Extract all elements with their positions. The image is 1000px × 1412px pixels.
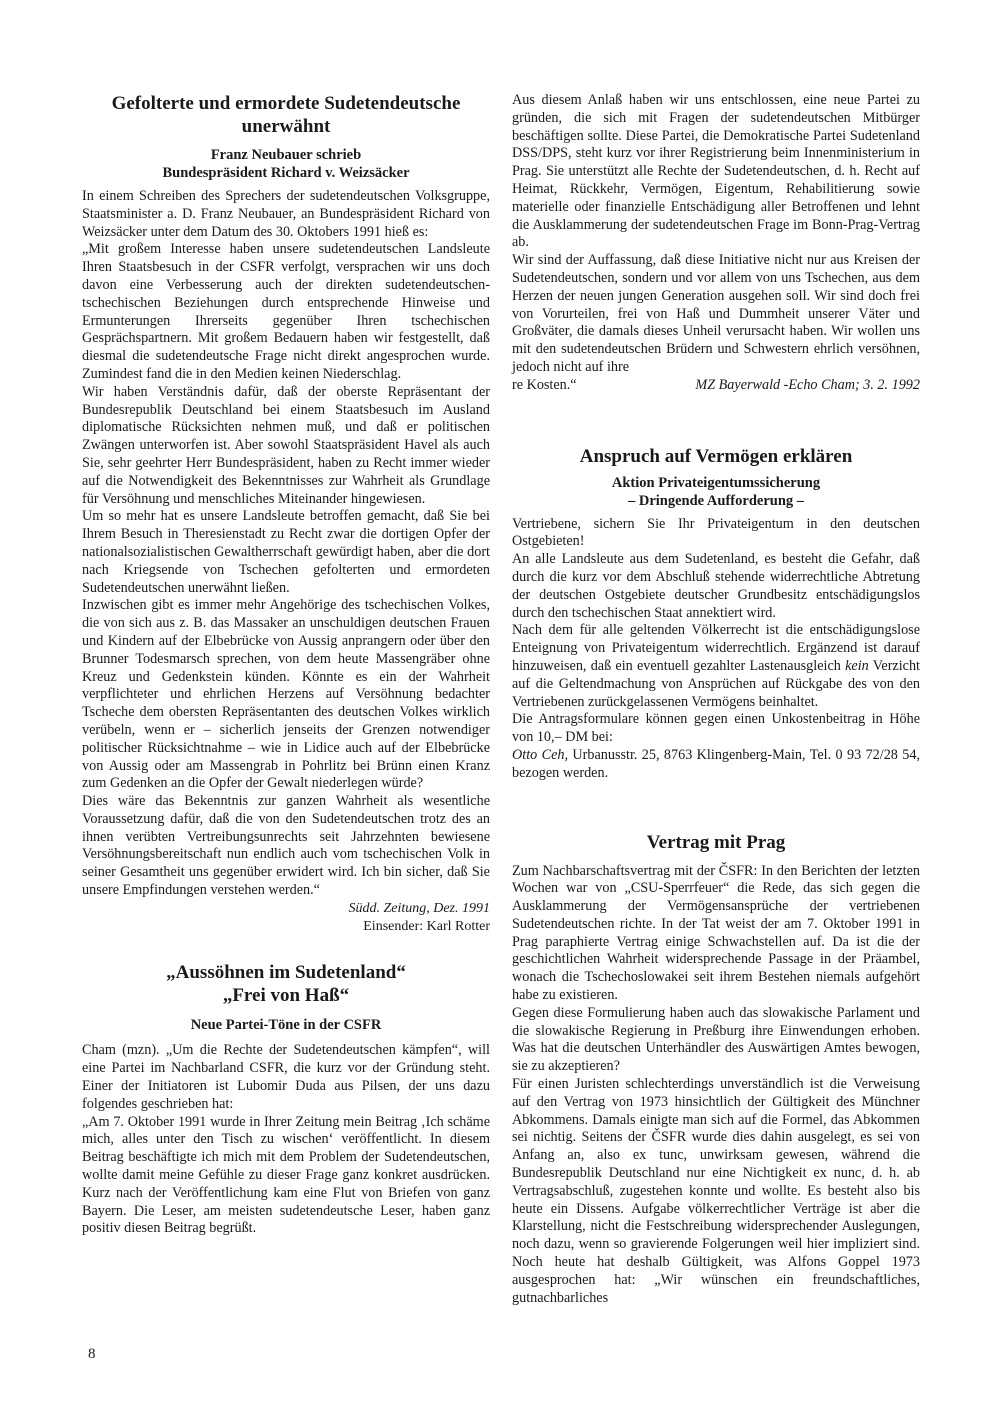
page-number: 8 (88, 1346, 96, 1362)
paragraph: „Mit großem Interesse haben unsere sudetendeutschen Landsleute Ihren Staatsbesuch in der CSFR verfolgt, versprachen wir uns doch davon eine Verbesserung auch der direkten sudetendeutschen-tschechischen Beziehungen durch entsprechende Hinweise und Ermunterungen Ihrerseits gegenüber Ihren tschechischen Gesprächspartnern. Mit großem Bedauern haben wir festgestellt, daß diesmal die sudetendeutsche Frage nicht direkt angesprochen wurde. Zumindest fand die in den Medien keinen Niederschlag. (82, 241, 490, 382)
article-vertrag (512, 831, 920, 1308)
article-aussoehnen-continued (512, 92, 920, 395)
left-column (82, 92, 490, 1238)
paragraph: Die Antragsformulare können gegen einen Unkostenbeitrag in Höhe von 10,– DM bei: (512, 711, 920, 746)
article-body (512, 92, 920, 395)
paragraph: Um so mehr hat es unsere Landsleute betroffen gemacht, daß Sie bei Ihrem Besuch in Theresienstadt zu Recht zwar die dortigen Opfer der nationalsozialistischen Gewaltherrschaft gewürdigt haben, aber die dort nach Kriegsende von Tschechen gefolterten und ermordeten Sudetendeutschen unerwähnt ließen. (82, 508, 490, 596)
article-subtitle: Neue Partei-Töne in der CSFR (190, 1017, 382, 1034)
article-body (512, 863, 920, 1308)
article-subtitle: Franz Neubauer schrieb (210, 147, 362, 163)
paragraph: Vertriebene, sichern Sie Ihr Privateigentum in den deutschen Ostgebieten! (512, 515, 920, 550)
article-anspruch (512, 445, 920, 783)
emphasis: kein (845, 657, 869, 674)
paragraph (512, 622, 920, 711)
paragraph: Aus diesem Anlaß haben wir uns entschlossen, eine neue Partei zu gründen, die sich mit Fragen der sudetendeutschen Mitbürger beschäftigen sollte. Diese Partei, die Demokratische Partei Sudetenland DSS/DPS, steht kurz vor ihrer Registrierung beim Innenministerium in Prag. Sie unterstützt alle Rechte der Sudetendeutschen, d. h. Recht auf Heimat, Rückkehr, Vermögen, Eigentum, Rehabilitierung sowie materielle oder finanzielle Entschädigung aller Betroffenen und lehnt die Ausklammerung der sudetendeutschen Frage im Bonn-Prag-Vertrag ab. (512, 92, 920, 251)
article-body (82, 1042, 490, 1238)
contact-address: Urbanusstr. 25, 8763 Klingenberg-Main, Tel. 0 93 72/28 54, bezogen werden. (512, 746, 921, 781)
paragraph: Für einen Juristen schlechterdings unverständlich ist die Verweisung auf den Vertrag von 1973 hinsichtlich der Gültigkeit des Münchner Abkommens. Damals einigte man sich auf die Formel, das Abkommen sei nichtig. Seitens der ČSFR wurde dies dahin ausgelegt, es sei von Anfang an, also ex tunc, unwirksam gewesen, während die Bundesrepublik Deutschland nur eine Nichtigkeit ex nunc, d. h. ab Vertragsabschluß, zugestehen konnte und wollte. Es besteht also bis heute ein Dissens. Aufgabe völkerrechtlicher Verträge ist aber die Klarstellung, nicht die Festschreibung widersprechender Auslegungen, noch dazu, wenn so gravierende Folgerungen weil hier impliziert sind. Noch heute hat deshalb Gültigkeit, was Alfons Goppel 1973 ausgesprochen hat: „Wir wünschen ein freundschaftliches, gutnachbarliches (512, 1076, 920, 1306)
article-title: Vertrag mit Prag (646, 831, 786, 853)
article-body (82, 188, 490, 935)
article-body (512, 516, 920, 783)
paragraph: An alle Landsleute aus dem Sudetenland, es besteht die Gefahr, daß durch die kurz vor dem Abschluß stehende widerrechtliche Abtretung der deutschen Ostgebiete deutscher Grundbesitz entschädigungslos durch den tschechischen Staat annektiert wird. (512, 551, 920, 621)
paragraph-text: Verzicht auf die Geltendmachung von Ansprüchen auf Rückgabe des von den Vertriebenen zurückgelassenen Vermögens beinhaltet. (512, 657, 920, 710)
article-subtitle: Aktion Privateigentumssicherung (611, 474, 821, 491)
paragraph: Zum Nachbarschaftsvertrag mit der ČSFR: In den Berichten der letzten Wochen war von „CSU-Sperrfeuer“ die Rede, das sich gegen die Ausklammerung der Vermögensansprüche der vertriebenen Sudetendeutschen richte. In der Tat weist der am 7. Oktober 1991 in Prag paraphierte Vertrag einige Schwachstellen auf. Da ist die der geschichtlichen Wahrheit widersprechende Passage in der Präambel, wonach die Tschechoslowakei seit ihrem Bestehen niemals aufgehört habe zu existieren. (512, 862, 920, 1004)
paragraph: Wir sind der Auffassung, daß diese Initiative nicht nur aus Kreisen der Sudetendeutschen, sondern und vor allem von uns Tschechen, aus dem Herzen der neuen jungen Generation ausgehen soll. Wir sind doch frei von Vorurteilen, frei von Haß und Dummheit unserer Väter und Großväter, die damals dieses Unheil verursacht haben. Wir wollen uns mit den sudetendeutschen Brüdern und Schwestern ehrlich versöhnen, jedoch nicht auf ihre (512, 252, 920, 375)
article-gefolterte (82, 92, 490, 935)
sender-line: Einsender: Karl Rotter (363, 918, 490, 934)
article-title: Gefolterte und ermordete Sudetendeutsche unerwähnt (111, 93, 461, 137)
article-title: „Frei von Haß“ (222, 985, 350, 1007)
paragraph-text: Nach dem für alle geltenden Völkerrecht ist die entschädigungslose Enteignung von Privateigentum widerrechtlich. Ergänzend ist darauf hinzuweisen, daß ein eventuell gezahlter Lastenausgleich (512, 622, 920, 674)
right-column (512, 92, 920, 1307)
paragraph: Wir haben Verständnis dafür, daß der oberste Repräsentant der Bundesrepublik Deutschland bei einem Staatsbesuch im Ausland diplomatische Rücksichten nehmen muß, und daß er politischen Zwängen unterworfen ist. Aber sowohl Staatspräsident Havel als auch Sie, sehr geehrter Herr Bundespräsident, haben zu Recht immer wieder auf die Notwendigkeit des Bekenntnisses zur Wahrheit als Grundlage für Versöhnung und menschliches Miteinander hingewiesen. (82, 383, 490, 507)
contact-paragraph (512, 747, 920, 783)
article-title: „Aussöhnen im Sudetenland“ (166, 962, 406, 984)
paragraph: Gegen diese Formulierung haben auch das slowakische Parlament und die slowakische Regierung in Preßburg ihre Einwendungen erhoben. Was hat die deutschen Unterhändler des Auswärtigen Amtes bewogen, sie zu akzeptieren? (512, 1004, 920, 1075)
article-title: Anspruch auf Vermögen erklären (579, 445, 853, 467)
paragraph: Inzwischen gibt es immer mehr Angehörige des tschechischen Volkes, die von sich aus z. B. das Massaker an unschuldigen deutschen Frauen und Kindern auf der Elbebrücke von Aussig anprangern oder über den Brunner Todesmarsch sprechen, von dem heute Massengräber ohne Kreuz und Gedenkstein künden. Könnte es ein der Wahrheit verpflichteter und ehrlichen Herzens auf Versöhnung bedachter Tscheche dem obersten Repräsentanten des deutschen Volkes wirklich verübeln, wenn er – sicherlich jenseits der Grenzen notwendiger politischer Rücksichtnahme – wie in Lidice auch auf der Elbebrücke von Aussig oder am Massengrab in Pohrlitz bei Brünn einen Kranz zum Gedenken an die Opfer der Gewalt niederlegen würde? (82, 597, 490, 792)
closing-text: re Kosten.“ (512, 376, 577, 393)
closing-line (512, 377, 920, 395)
article-aussoehnen (82, 961, 490, 1238)
source-citation: Südd. Zeitung, Dez. 1991 (348, 900, 490, 916)
paragraph: Dies wäre das Bekenntnis zur ganzen Wahrheit als wesentliche Voraussetzung dafür, daß die von den Sudetendeutschen trotz des an ihnen verübten Vertreibungsunrechts seit Jahrzehnten bewiesene Versöhnungsbereitschaft nun endlich auch vom tschechischen Volk in seiner Gesamtheit uns gegenüber erwidert wird. Ich bin sicher, daß Sie unsere Empfindungen verstehen werden.“ (82, 793, 490, 899)
source-citation: MZ Bayerwald -Echo Cham; 3. 2. 1992 (695, 376, 920, 393)
article-subtitle: Bundespräsident Richard v. Weizsäcker (162, 165, 410, 181)
article-subtitle: – Dringende Aufforderung – (627, 492, 805, 509)
paragraph: Cham (mzn). „Um die Rechte der Sudetendeutschen kämpfen“, will eine Partei im Nachbarland CSFR, die kurz vor der Gründung steht. Einer der Initiatoren ist Lubomir Duda aus Pilsen, der uns dazu folgendes geschrieben hat: (82, 1042, 490, 1112)
paragraph: In einem Schreiben des Sprechers der sudetendeutschen Volksgruppe, Staatsminister a. D. Franz Neubauer, an Bundespräsident Richard von Weizsäcker unter dem Datum des 30. Oktobers 1991 hieß es: (82, 188, 490, 240)
contact-name: Otto Ceh, (512, 746, 569, 763)
paragraph: „Am 7. Oktober 1991 wurde in Ihrer Zeitung mein Beitrag ‚Ich schäme mich, alles unter den Tisch zu wischen‘ veröffentlicht. In diesem Beitrag beschäftigte ich mich mit dem Problem der Sudetendeutschen, wollte damit meine Gefühle zu dieser Frage ganz konkret ausdrücken. Kurz nach der Veröffentlichung kam eine Flut von Briefen von ganz Bayern. Die Leser, am meisten sudetendeutsche Leser, haben ganz positiv diesen Beitrag begrüßt. (82, 1113, 490, 1237)
